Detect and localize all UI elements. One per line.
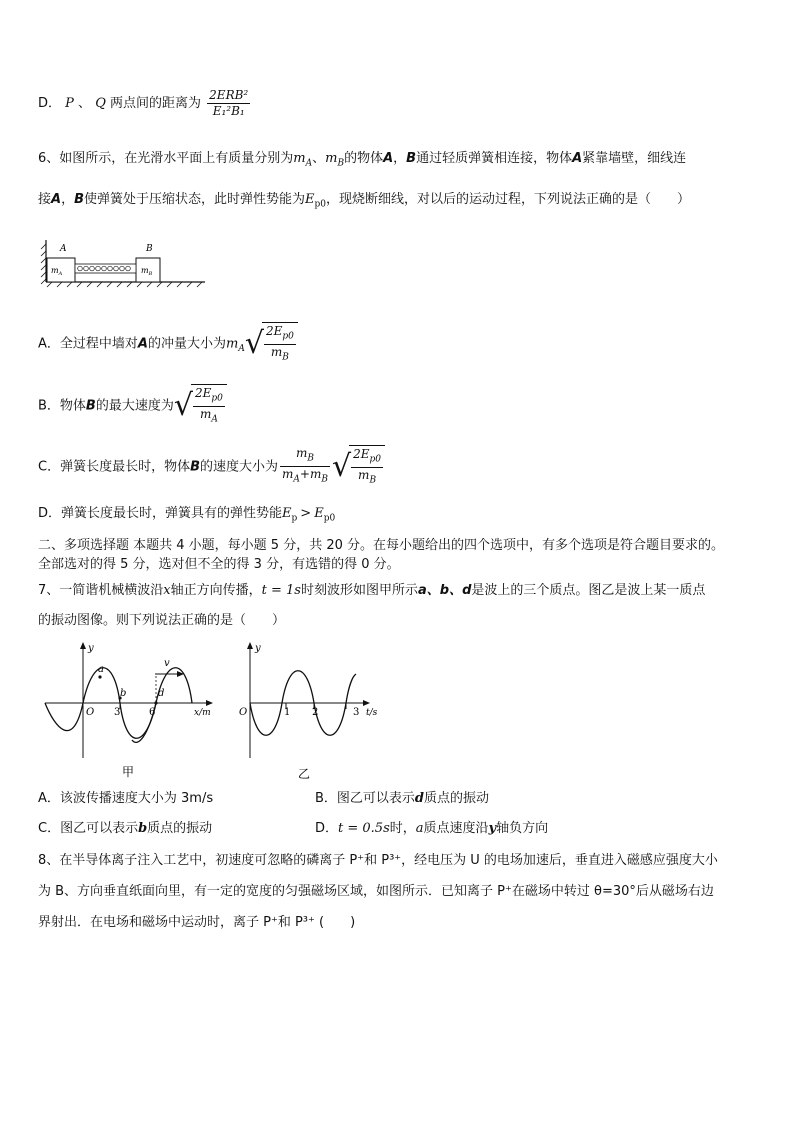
sub: A (305, 158, 313, 169)
text: 时刻波形如图甲所示 (300, 583, 418, 598)
text: 时， (389, 821, 416, 836)
q5-option-d (38, 88, 252, 119)
label-origin: O (86, 707, 95, 718)
var-mb: m (325, 151, 338, 166)
body-a: A (51, 192, 62, 207)
x-arrow (206, 700, 213, 706)
body-b: B (190, 459, 200, 475)
var-ep: E (282, 506, 292, 521)
label-b: b (120, 688, 127, 699)
time-expr: t = 1s (261, 583, 301, 598)
body-b: B (74, 192, 85, 207)
tick-label-6: 6 (149, 707, 156, 718)
sub: p0 (314, 199, 327, 210)
option-label: D． (38, 96, 62, 111)
sep: 、 (312, 151, 326, 166)
tick-label-3: 3 (114, 707, 121, 718)
y-arrow (247, 642, 253, 649)
label-mb: $m_B$ (141, 266, 153, 277)
q7-wave-figure (40, 640, 220, 780)
text: C．图乙可以表示 (38, 821, 139, 836)
sep: ， (61, 192, 75, 207)
q7-option-a: A．该波传播速度大小为 3m/s (38, 791, 214, 806)
text: 的冲量大小为 (147, 336, 226, 352)
text: 质点速度沿 (423, 821, 489, 836)
var-y: y (488, 821, 497, 836)
q8-stem-line2: 为 B、方向垂直纸面向里，有一定的宽度的匀强磁场区域，如图所示．已知离子 P⁺在磁场中转过 θ=30°后从磁场右边 (38, 884, 714, 899)
point-d (154, 701, 157, 704)
label-origin: O (239, 707, 248, 718)
text: A．全过程中墙对 (38, 336, 138, 352)
section2-heading-line2: 全部选对的得 5 分，选对但不全的得 3 分，有选错的得 0 分。 (38, 557, 400, 572)
q6-spring-figure (40, 236, 210, 288)
text: 是波上的三个质点。图乙是波上某一质点 (471, 583, 706, 598)
q6-stem-line2 (38, 191, 690, 214)
var-x: x (163, 583, 171, 598)
body-a: A (383, 151, 394, 166)
text: 的速度大小为 (200, 459, 279, 475)
text: 使弹簧处于压缩状态，此时弹性势能为 (84, 192, 306, 207)
floor-hatch (47, 282, 202, 287)
fraction: $\frac{2E_{p0}}{m_B}$ (265, 324, 294, 363)
body-a: A (572, 151, 583, 166)
points-abd: a、b、d (417, 583, 472, 598)
var-ma: m (225, 336, 239, 352)
q7-stem-line1 (38, 582, 705, 600)
text: 轴负方向 (496, 821, 549, 836)
text: ，现烧断细线，对以后的运动过程，下列说法正确的是（ ） (326, 192, 691, 207)
label-xunit: x/m (194, 708, 211, 718)
label-tunit: t/s (366, 708, 378, 718)
text: 6、如图所示，在光滑水平面上有质量分别为 (38, 151, 294, 166)
q7-vibration-figure (235, 640, 385, 785)
section2-heading-line1: 二、多项选择题 本题共 4 小题，每小题 5 分，共 20 分。在每小题给出的四个选项中，有多个选项是符合题目要求的。 (38, 538, 725, 553)
var-b: b (138, 821, 148, 836)
q7-option-b (315, 790, 489, 808)
var-ma: m (293, 151, 306, 166)
text: 轴正方向传播， (170, 583, 262, 598)
label-a: A (60, 244, 67, 254)
text: B．图乙可以表示 (315, 791, 415, 806)
fraction: $\frac{2E_{p0}}{m_A}$ (194, 386, 223, 425)
fraction-numerator: 2ERB² (209, 88, 249, 102)
gt: > (300, 506, 312, 521)
caption-jia: 甲 (122, 765, 135, 779)
tick-label-3: 3 (353, 707, 360, 718)
sep: 、 (78, 96, 92, 111)
text: 7、一简谐机械横波沿 (38, 583, 164, 598)
text: 的物体 (344, 151, 384, 166)
q7-option-d (315, 820, 548, 838)
mass-ratio: $\frac{m_B}{m_A+m_B}$ (282, 446, 328, 485)
spring-casing (75, 264, 136, 273)
var-q: Q (95, 96, 106, 111)
wall-hatch (41, 244, 46, 284)
q6-option-b (38, 384, 227, 428)
point-a (98, 675, 101, 678)
label-y: y (88, 643, 94, 654)
tick-label-2: 2 (312, 707, 319, 718)
fraction-denominator: E₁²B₁ (212, 104, 245, 118)
text: 通过轻质弹簧相连接，物体 (416, 151, 573, 166)
q7-option-c (38, 820, 212, 838)
q6-option-a (38, 322, 298, 366)
text: 的最大速度为 (95, 398, 174, 414)
y-arrow (80, 642, 86, 649)
body-b: B (406, 151, 417, 166)
label-a: a (98, 664, 104, 675)
var-p: P (65, 96, 74, 111)
sub: p0 (323, 513, 336, 524)
var-a: a (415, 821, 424, 836)
label-y: y (255, 643, 261, 654)
label-b: B (146, 244, 153, 254)
label-ma: $m_A$ (51, 266, 63, 277)
q8-stem-line3: 界射出．在电场和磁场中运动时，离子 P⁺和 P³⁺ ( ) (38, 915, 356, 930)
sqrt-expr: √ $\frac{2E_{p0}}{m_B}$ (245, 322, 298, 366)
option-text: 两点间的距离为 (110, 96, 202, 111)
time-expr: t = 0.5s (338, 821, 390, 836)
q6-option-d (38, 505, 335, 528)
q6-stem-line1 (38, 150, 686, 173)
var-ep0: E (305, 192, 315, 207)
text: 紧靠墙壁，细线连 (582, 151, 687, 166)
caption-yi: 乙 (298, 767, 311, 781)
text: D．弹簧长度最长时，弹簧具有的弹性势能 (38, 506, 283, 521)
text: B．物体 (38, 398, 86, 414)
distance-fraction (207, 88, 250, 119)
body-a: A (137, 336, 148, 352)
sqrt-expr: √ $\frac{2E_{p0}}{m_A}$ (174, 384, 227, 428)
text: 质点的振动 (147, 821, 213, 836)
q8-stem-line1: 8、在半导体离子注入工艺中，初速度可忽略的磷离子 P⁺和 P³⁺，经电压为 U 的电场加速后，垂直进入磁感应强度大小 (38, 853, 718, 868)
sub: A (238, 343, 245, 354)
var-ep0: E (314, 506, 324, 521)
q7-stem-line2: 的振动图像。则下列说法正确的是（ ） (38, 613, 286, 628)
sep: ， (393, 151, 407, 166)
label-v: v (164, 658, 170, 669)
fraction: $\frac{2E_{p0}}{m_B}$ (353, 447, 382, 486)
t-arrow (363, 700, 370, 706)
text: C．弹簧长度最长时，物体 (38, 459, 191, 475)
label-d: d (158, 688, 165, 699)
sqrt-expr: √ $\frac{2E_{p0}}{m_B}$ (332, 445, 385, 489)
tick-label-1: 1 (284, 707, 291, 718)
sub: B (337, 158, 345, 169)
body-b: B (85, 398, 96, 414)
text: D． (315, 821, 339, 836)
q6-option-c (38, 445, 385, 489)
text: 接 (38, 192, 52, 207)
sub: p (291, 513, 298, 524)
var-d: d (414, 791, 425, 806)
text: 质点的振动 (424, 791, 490, 806)
